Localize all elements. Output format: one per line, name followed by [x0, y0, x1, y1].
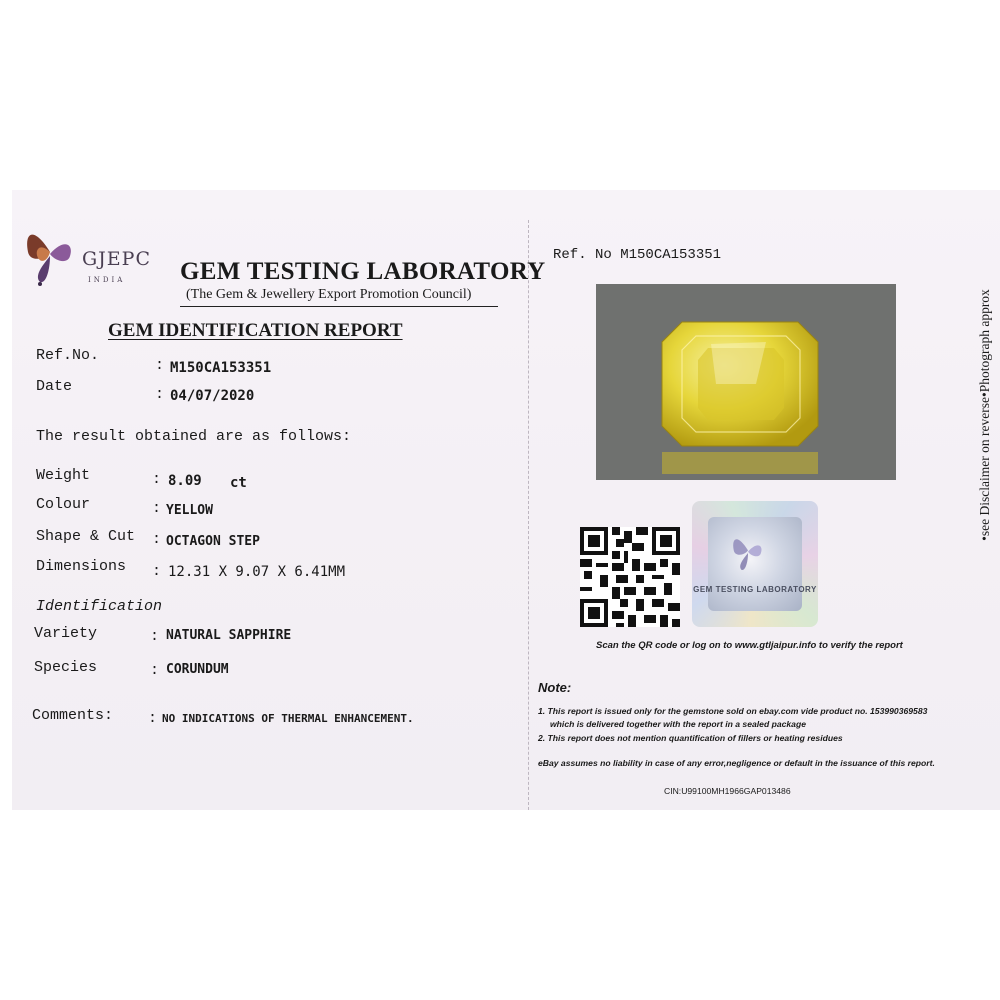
gemstone-photo	[596, 284, 896, 480]
identification-heading: Identification	[36, 598, 163, 615]
note-2: 2. This report does not mention quantification of fillers or heating residues	[538, 733, 843, 743]
ref-number-right: Ref. No M150CA153351	[553, 247, 722, 263]
shape-colon: :	[152, 531, 162, 548]
note-1-line-1: 1. This report is issued only for the gemstone sold on ebay.com vide product no. 153990369583	[538, 706, 928, 716]
weight-colon: :	[152, 471, 162, 488]
brand-country: INDIA	[88, 276, 126, 284]
date-label: Date	[36, 378, 73, 395]
variety-value: NATURAL SAPPHIRE	[166, 628, 292, 643]
date-value: 04/07/2020	[170, 388, 255, 404]
side-disclaimer	[975, 270, 995, 560]
lab-title: GEM TESTING LABORATORY	[180, 258, 546, 285]
note-heading: Note:	[538, 680, 572, 695]
weight-label: Weight	[36, 467, 91, 484]
dimensions-value: 12.31 X 9.07 X 6.41MM	[168, 564, 346, 580]
colour-colon: :	[152, 500, 162, 517]
butterfly-logo-icon	[24, 222, 76, 290]
comments-colon: :	[148, 710, 158, 727]
hologram-text: GEM TESTING LABORATORY	[693, 585, 817, 594]
comments-label: Comments:	[32, 707, 114, 724]
cin-number: CIN:U99100MH1966GAP013486	[664, 786, 791, 796]
report-title: GEM IDENTIFICATION REPORT	[108, 320, 403, 341]
ref-colon: :	[155, 357, 165, 374]
ref-label: Ref.No.	[36, 347, 100, 364]
ebay-disclaimer: eBay assumes no liability in case of any error,negligence or default in the issuance of this report.	[538, 758, 935, 768]
species-value: CORUNDUM	[166, 662, 229, 677]
side-disclaimer-text: •see Disclaimer on reverse•Photograph approx	[977, 289, 992, 541]
lab-subtitle: (The Gem & Jewellery Export Promotion Council)	[186, 287, 472, 302]
hologram-seal-icon	[692, 501, 818, 627]
species-label: Species	[34, 659, 98, 676]
variety-colon: :	[150, 628, 160, 645]
species-colon: :	[150, 662, 160, 679]
header-rule	[180, 306, 498, 307]
gemstone-image	[596, 284, 896, 480]
ref-value: M150CA153351	[170, 360, 272, 376]
intro-text: The result obtained are as follows:	[36, 428, 352, 445]
card-divider	[528, 220, 529, 810]
shape-label: Shape & Cut	[36, 528, 136, 545]
colour-value: YELLOW	[166, 503, 213, 518]
qr-code-icon[interactable]	[580, 527, 680, 627]
dimensions-colon: :	[152, 563, 162, 580]
comments-value: NO INDICATIONS OF THERMAL ENHANCEMENT.	[162, 712, 414, 725]
weight-value: 8.09	[168, 473, 202, 489]
brand-name: GJEPC	[82, 248, 151, 270]
note-1-line-2: which is delivered together with the report in a sealed package	[550, 719, 806, 729]
dimensions-label: Dimensions	[36, 558, 127, 575]
shape-value: OCTAGON STEP	[166, 534, 260, 549]
weight-unit: ct	[230, 475, 247, 491]
date-colon: :	[155, 386, 165, 403]
colour-label: Colour	[36, 496, 91, 513]
variety-label: Variety	[34, 625, 98, 642]
verify-instructions: Scan the QR code or log on to www.gtljaipur.info to verify the report	[596, 640, 903, 651]
hologram-logo-icon	[728, 531, 768, 575]
